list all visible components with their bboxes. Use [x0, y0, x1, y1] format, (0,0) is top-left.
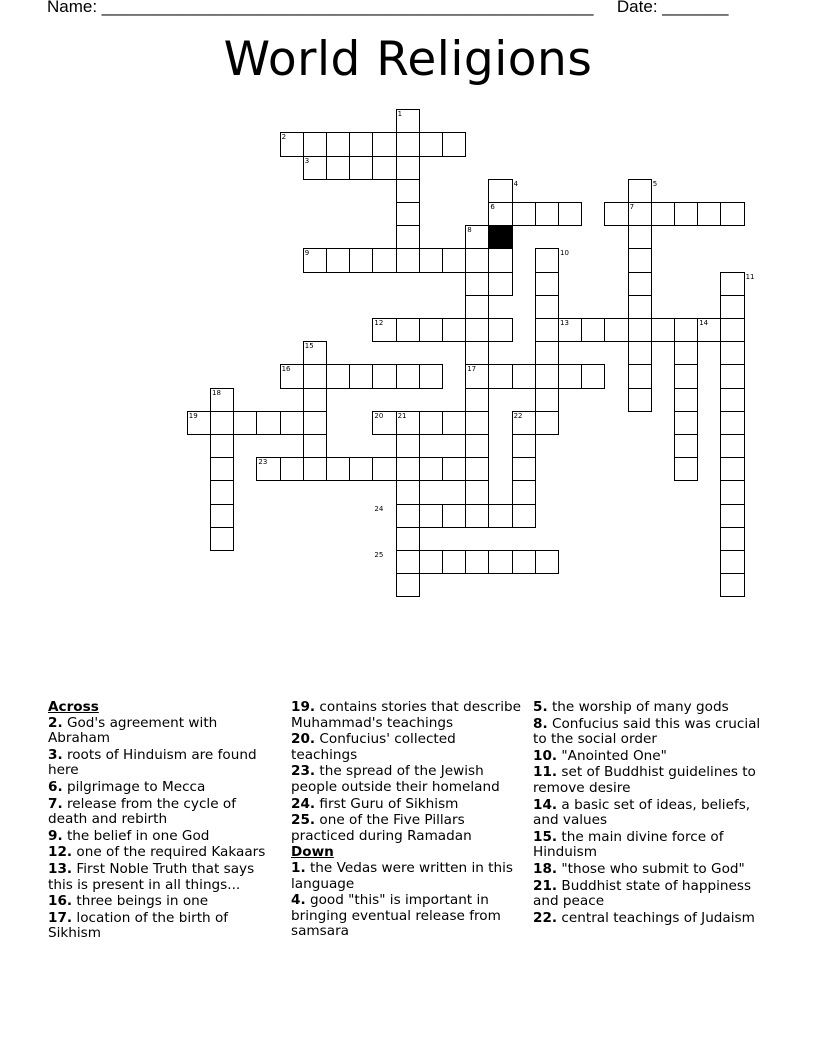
cell-number: 25: [374, 551, 384, 559]
cell-number: 8: [467, 226, 472, 235]
grid-cell[interactable]: [535, 341, 559, 365]
grid-cell[interactable]: [349, 156, 373, 180]
grid-cell[interactable]: [280, 132, 304, 156]
grid-cell[interactable]: [419, 550, 443, 574]
clue-item: [291, 813, 523, 844]
clue-text: First Noble Truth that says this is present in all things...: [48, 860, 255, 893]
grid-cell[interactable]: [465, 411, 489, 435]
grid-cell[interactable]: [396, 202, 420, 226]
grid-cell[interactable]: [628, 202, 652, 226]
clue-number: 20.: [291, 731, 316, 748]
grid-cell[interactable]: [372, 457, 396, 481]
clue-text: location of the birth of Sikhism: [48, 909, 229, 942]
clue-number: 13.: [48, 860, 73, 877]
grid-cell[interactable]: [488, 272, 512, 296]
grid-cell[interactable]: [488, 248, 512, 272]
grid-cell[interactable]: [488, 318, 512, 342]
clue-item: [533, 862, 773, 878]
grid-cell[interactable]: [396, 318, 420, 342]
grid-cell[interactable]: [558, 364, 582, 388]
grid-cell[interactable]: [465, 248, 489, 272]
grid-cell[interactable]: [396, 411, 420, 435]
grid-cell[interactable]: [396, 364, 420, 388]
name-field[interactable]: Name: ____________________________________________________: [47, 0, 594, 16]
grid-cell[interactable]: [465, 388, 489, 412]
grid-cell[interactable]: [326, 156, 350, 180]
grid-cell[interactable]: [442, 457, 466, 481]
cell-number: 20: [374, 411, 384, 420]
cell-number: 12: [374, 319, 384, 327]
clue-text: central teachings of Judaism: [561, 909, 755, 926]
clue-text: three beings in one: [76, 893, 209, 910]
grid-cell[interactable]: [628, 179, 652, 203]
grid-cell[interactable]: [303, 341, 327, 365]
grid-cell[interactable]: [303, 388, 327, 412]
grid-cell[interactable]: [674, 388, 698, 412]
grid-cell[interactable]: [303, 132, 327, 156]
grid-cell[interactable]: [628, 388, 652, 412]
clue-number: 11.: [533, 764, 558, 781]
grid-cell[interactable]: [233, 411, 257, 435]
grid-cell[interactable]: [303, 457, 327, 481]
cell-number: 15: [304, 342, 314, 351]
clues-column-2: [291, 700, 523, 941]
cell-number: 14: [699, 319, 709, 327]
clue-number: 24.: [291, 795, 316, 812]
grid-cell[interactable]: [396, 225, 420, 249]
clue-number: 18.: [533, 860, 558, 877]
grid-cell[interactable]: [326, 457, 350, 481]
clue-item: [48, 845, 276, 861]
grid-cell[interactable]: [419, 132, 443, 156]
grid-cell[interactable]: [442, 504, 466, 528]
page-title: World Religions: [223, 32, 593, 87]
grid-cell[interactable]: [303, 434, 327, 458]
grid-cell[interactable]: [349, 457, 373, 481]
clue-item: [533, 798, 773, 829]
grid-cell[interactable]: [256, 411, 280, 435]
clue-number: 1.: [291, 859, 306, 876]
grid-cell[interactable]: [628, 295, 652, 319]
clue-text: a basic set of ideas, beliefs, and values: [533, 796, 751, 829]
grid-cell[interactable]: [210, 434, 234, 458]
grid-cell[interactable]: [465, 341, 489, 365]
grid-cell[interactable]: [512, 411, 536, 435]
grid-cell[interactable]: [372, 411, 396, 435]
grid-cell[interactable]: [488, 202, 512, 226]
clue-number: 21.: [533, 877, 558, 894]
clue-item: [533, 911, 773, 927]
grid-cell[interactable]: [720, 364, 744, 388]
clue-text: "those who submit to God": [561, 860, 745, 877]
grid-cell[interactable]: [535, 248, 559, 272]
grid-cell[interactable]: [396, 132, 420, 156]
clues-column-1: [48, 700, 276, 943]
grid-cell[interactable]: [419, 457, 443, 481]
grid-cell[interactable]: [720, 272, 744, 296]
cell-number: 22: [513, 411, 523, 420]
grid-cell[interactable]: [720, 341, 744, 365]
grid-cell[interactable]: [326, 364, 350, 388]
grid-cell[interactable]: [442, 248, 466, 272]
clue-text: one of the required Kakaars: [76, 844, 266, 861]
grid-cell[interactable]: [628, 318, 652, 342]
clue-number: 5.: [533, 699, 548, 715]
grid-cell[interactable]: [720, 480, 744, 504]
clue-text: one of the Five Pillars practiced during Ramadan: [291, 812, 472, 844]
grid-cell[interactable]: [419, 318, 443, 342]
clue-number: 16.: [48, 893, 73, 910]
grid-cell[interactable]: [512, 504, 536, 528]
grid-cell[interactable]: [720, 457, 744, 481]
grid-cell[interactable]: [442, 411, 466, 435]
grid-cell[interactable]: [535, 295, 559, 319]
grid-cell[interactable]: [419, 364, 443, 388]
cell-number: 21: [397, 411, 407, 420]
grid-cell[interactable]: [303, 411, 327, 435]
clue-text: Confucius said this was crucial to the social order: [533, 715, 761, 748]
date-field[interactable]: Date: _______: [616, 0, 729, 16]
grid-cell[interactable]: [442, 132, 466, 156]
grid-cell[interactable]: [674, 202, 698, 226]
grid-cell[interactable]: [674, 411, 698, 435]
grid-cell[interactable]: [535, 388, 559, 412]
grid-cell[interactable]: [303, 364, 327, 388]
clue-text: first Guru of Sikhism: [319, 795, 459, 812]
clue-text: roots of Hinduism are found here: [48, 746, 257, 779]
clue-text: the Vedas were written in this language: [291, 859, 513, 892]
grid-cell[interactable]: [720, 504, 744, 528]
grid-cell[interactable]: [488, 364, 512, 388]
grid-cell[interactable]: [581, 364, 605, 388]
cell-number: 24: [374, 504, 384, 513]
grid-cell[interactable]: [465, 550, 489, 574]
clue-item: [291, 797, 523, 813]
grid-cell[interactable]: [419, 411, 443, 435]
clue-item: [48, 829, 276, 845]
grid-cell[interactable]: [210, 480, 234, 504]
grid-cell[interactable]: [697, 202, 721, 226]
grid-cell[interactable]: [210, 411, 234, 435]
cell-number: 9: [304, 249, 310, 258]
clue-item: [48, 780, 276, 796]
grid-cell[interactable]: [488, 504, 512, 528]
clue-item: [48, 748, 276, 779]
grid-cell[interactable]: [465, 457, 489, 481]
grid-cell[interactable]: [628, 341, 652, 365]
grid-cell[interactable]: [720, 295, 744, 319]
grid-cell[interactable]: [651, 202, 675, 226]
grid-cell[interactable]: [720, 434, 744, 458]
grid-cell[interactable]: [604, 318, 628, 342]
grid-cell[interactable]: [651, 318, 675, 342]
grid-cell[interactable]: [396, 527, 420, 551]
grid-cell[interactable]: [303, 248, 327, 272]
grid-cell[interactable]: [465, 295, 489, 319]
clue-number: 12.: [48, 844, 73, 861]
grid-cell[interactable]: [442, 318, 466, 342]
grid-cell[interactable]: [512, 202, 536, 226]
grid-cell[interactable]: [535, 550, 559, 574]
clue-number: 19.: [291, 699, 316, 715]
grid-cell[interactable]: [535, 318, 559, 342]
grid-cell[interactable]: [210, 457, 234, 481]
grid-cell[interactable]: [349, 248, 373, 272]
grid-cell[interactable]: [210, 388, 234, 412]
cell-number: 18: [212, 388, 221, 397]
down-heading: Down: [291, 844, 334, 861]
grid-cell[interactable]: [280, 457, 304, 481]
grid-cell[interactable]: [280, 364, 304, 388]
grid-cell[interactable]: [628, 248, 652, 272]
cell-number: 7: [629, 203, 635, 211]
clue-item: [533, 749, 773, 765]
grid-cell[interactable]: [372, 132, 396, 156]
clue-number: 3.: [48, 746, 63, 763]
clue-item: [48, 716, 276, 747]
grid-cell[interactable]: [720, 411, 744, 435]
grid-cell[interactable]: [210, 504, 234, 528]
clue-number: 4.: [291, 892, 306, 909]
grid-cell[interactable]: [720, 573, 744, 597]
grid-cell[interactable]: [210, 527, 234, 551]
clue-item: [291, 700, 523, 731]
grid-cell[interactable]: [581, 318, 605, 342]
grid-cell[interactable]: [465, 480, 489, 504]
grid-cell[interactable]: [674, 318, 698, 342]
clue-text: set of Buddhist guidelines to remove desire: [533, 764, 756, 796]
clue-text: the spread of the Jewish people outside their homeland: [291, 763, 500, 795]
grid-cell[interactable]: [720, 527, 744, 551]
grid-cell[interactable]: [187, 411, 211, 435]
grid-cell[interactable]: [720, 318, 744, 342]
clue-text: Confucius' collected teachings: [291, 731, 456, 763]
grid-cell[interactable]: [349, 364, 373, 388]
grid-cell[interactable]: [535, 202, 559, 226]
clue-text: God's agreement with Abraham: [48, 714, 218, 747]
cell-number: 2: [281, 133, 287, 142]
clue-number: 9.: [48, 827, 63, 844]
clue-text: "Anointed One": [561, 747, 667, 764]
grid-cell[interactable]: [372, 156, 396, 180]
grid-cell[interactable]: [488, 179, 512, 203]
grid-cell[interactable]: [326, 248, 350, 272]
clue-text: the main divine force of Hinduism: [533, 828, 724, 861]
cell-number: 16: [281, 365, 291, 374]
clue-number: 25.: [291, 812, 316, 829]
clue-number: 6.: [48, 778, 63, 795]
grid-cell[interactable]: [303, 156, 327, 180]
clue-number: 7.: [48, 795, 63, 812]
across-heading: Across: [48, 699, 99, 715]
clue-item: [533, 830, 773, 861]
grid-cell[interactable]: [372, 318, 396, 342]
clue-text: good "this" is important in bringing eventual release from samsara: [291, 892, 501, 940]
grid-cell[interactable]: [396, 550, 420, 574]
cell-number: 19: [188, 411, 198, 420]
clue-number: 22.: [533, 909, 558, 926]
cell-number: 1: [397, 110, 403, 119]
clues-column-3: [533, 700, 773, 927]
grid-cell[interactable]: [674, 364, 698, 388]
cell-number: 23: [258, 458, 268, 467]
clue-item: [48, 894, 276, 910]
grid-cell[interactable]: [465, 364, 489, 388]
cell-number: 3: [304, 156, 310, 165]
grid-cell[interactable]: [396, 457, 420, 481]
grid-cell[interactable]: [326, 132, 350, 156]
grid-cell[interactable]: [465, 272, 489, 296]
clue-item: [48, 911, 276, 942]
grid-cell[interactable]: [396, 434, 420, 458]
clue-item: [533, 765, 773, 796]
grid-cell[interactable]: [396, 156, 420, 180]
grid-cell[interactable]: [372, 248, 396, 272]
cell-number: 6: [490, 203, 495, 211]
grid-cell[interactable]: [349, 132, 373, 156]
grid-cell[interactable]: [280, 411, 304, 435]
grid-cell[interactable]: [535, 411, 559, 435]
grid-cell[interactable]: [628, 364, 652, 388]
clue-text: pilgrimage to Mecca: [66, 778, 206, 795]
clue-number: 2.: [48, 714, 63, 731]
grid-cell[interactable]: [256, 457, 280, 481]
clue-text: the worship of many gods: [551, 699, 729, 715]
clue-item: [291, 861, 523, 892]
grid-cell[interactable]: [396, 248, 420, 272]
grid-cell[interactable]: [512, 457, 536, 481]
cell-number: 4: [513, 179, 519, 188]
cell-number: 17: [467, 365, 477, 374]
cell-number: 10: [560, 249, 569, 258]
grid-cell[interactable]: [396, 179, 420, 203]
cell-number: 13: [560, 319, 569, 327]
grid-cell[interactable]: [720, 388, 744, 412]
grid-cell[interactable]: [396, 573, 420, 597]
grid-cell[interactable]: [512, 550, 536, 574]
clue-number: 17.: [48, 909, 73, 926]
grid-cell[interactable]: [396, 504, 420, 528]
grid-cell[interactable]: [512, 434, 536, 458]
cell-number: 5: [652, 179, 658, 188]
grid-cell[interactable]: [628, 225, 652, 249]
grid-cell[interactable]: [558, 318, 582, 342]
clue-item: [533, 700, 773, 716]
clue-text: Buddhist state of happiness and peace: [533, 877, 752, 910]
clue-item: [291, 732, 523, 763]
grid-cell[interactable]: [512, 364, 536, 388]
black-cell: [488, 225, 512, 249]
grid-cell[interactable]: [674, 457, 698, 481]
grid-cell[interactable]: [442, 550, 466, 574]
grid-cell[interactable]: [720, 550, 744, 574]
grid-cell[interactable]: [535, 272, 559, 296]
grid-cell[interactable]: [465, 225, 489, 249]
grid-cell[interactable]: [535, 364, 559, 388]
clue-item: [533, 879, 773, 910]
clue-item: [291, 764, 523, 795]
grid-cell[interactable]: [488, 550, 512, 574]
grid-cell[interactable]: [512, 480, 536, 504]
grid-cell[interactable]: [628, 272, 652, 296]
grid-cell[interactable]: [720, 202, 744, 226]
clue-item: [48, 862, 276, 893]
clue-number: 10.: [533, 747, 558, 764]
clue-item: [533, 717, 773, 748]
clue-number: 23.: [291, 763, 316, 780]
clue-text: contains stories that describe Muhammad's teachings: [291, 699, 521, 731]
grid-cell[interactable]: [372, 364, 396, 388]
clue-number: 14.: [533, 796, 558, 813]
clue-number: 8.: [533, 715, 548, 732]
grid-cell[interactable]: [465, 318, 489, 342]
grid-cell[interactable]: [396, 480, 420, 504]
grid-cell[interactable]: [465, 504, 489, 528]
grid-cell[interactable]: [396, 109, 420, 133]
clue-item: [48, 797, 276, 828]
cell-number: 11: [745, 272, 755, 281]
grid-cell[interactable]: [465, 434, 489, 458]
grid-cell[interactable]: [558, 202, 582, 226]
clue-text: release from the cycle of death and rebirth: [48, 795, 236, 828]
grid-cell[interactable]: [697, 318, 721, 342]
grid-cell[interactable]: [419, 504, 443, 528]
grid-cell[interactable]: [674, 434, 698, 458]
clue-text: the belief in one God: [66, 827, 210, 844]
clue-number: 15.: [533, 828, 558, 845]
grid-cell[interactable]: [674, 341, 698, 365]
grid-cell[interactable]: [419, 248, 443, 272]
grid-cell[interactable]: [604, 202, 628, 226]
clue-item: [291, 893, 523, 940]
